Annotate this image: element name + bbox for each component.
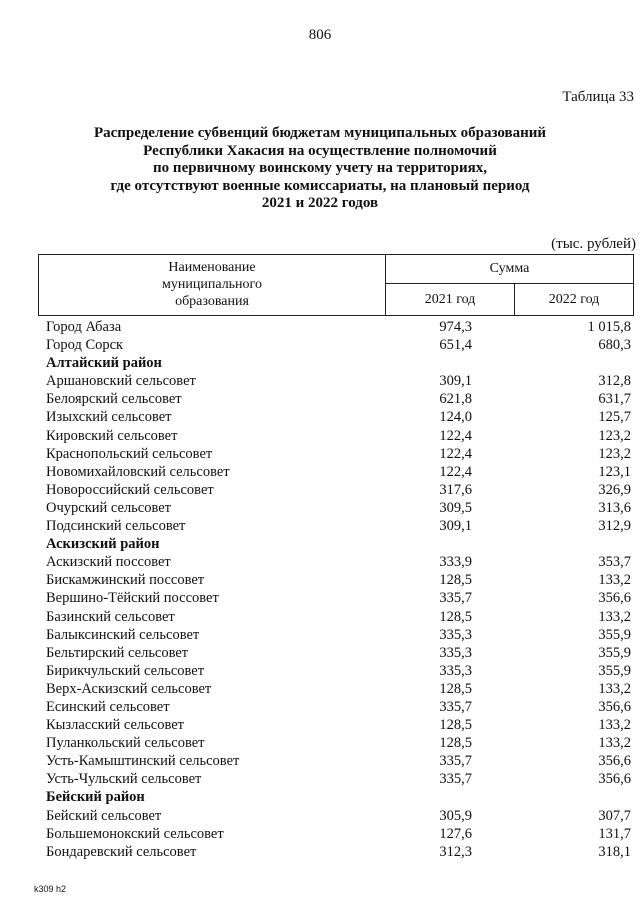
value-2021: 122,4	[439, 427, 472, 444]
table-row	[44, 481, 634, 499]
municipality-name: Вершино-Тёйский поссовет	[46, 590, 219, 607]
value-2021: 124,0	[439, 409, 472, 426]
municipality-name: Краснопольский сельсовет	[46, 445, 213, 462]
municipality-name: Кировский сельсовет	[46, 427, 178, 444]
value-2022: 123,1	[598, 463, 631, 480]
table-row	[44, 372, 634, 390]
table-row	[44, 499, 634, 517]
municipality-name: Верх-Аскизский сельсовет	[46, 680, 212, 697]
title-line: где отсутствуют военные комиссариаты, на плановый период	[110, 177, 530, 194]
table-row	[44, 752, 634, 770]
municipality-name: Усть-Камыштинский сельсовет	[46, 753, 240, 770]
value-2022: 123,2	[598, 427, 631, 444]
table-row	[44, 318, 634, 336]
table-row	[44, 608, 634, 626]
municipality-name: Бирикчульский сельсовет	[46, 662, 205, 679]
municipality-name: Бейский сельсовет	[46, 807, 162, 824]
table-row	[44, 698, 634, 716]
value-2021: 335,7	[439, 590, 472, 607]
district-heading-row	[44, 535, 634, 553]
municipality-name: Город Абаза	[46, 319, 122, 335]
value-2022: 133,2	[598, 680, 631, 697]
municipality-name: Бискамжинский поссовет	[46, 572, 205, 589]
value-2022: 326,9	[598, 481, 631, 498]
header-name-cell	[39, 255, 386, 315]
title-line: Распределение субвенций бюджетам муниципальных образований	[93, 125, 547, 141]
municipality-name: Аскизский поссовет	[46, 554, 171, 571]
value-2021: 122,4	[439, 445, 472, 462]
municipality-name: Бельтирский сельсовет	[46, 644, 189, 661]
table-row	[44, 445, 634, 463]
district-name: Аскизский район	[46, 536, 160, 553]
table-row	[44, 589, 634, 607]
table-row	[44, 843, 634, 861]
value-2022: 133,2	[598, 572, 631, 589]
value-2022: 133,2	[598, 717, 631, 734]
value-2022: 133,2	[598, 735, 631, 752]
value-2022: 307,7	[598, 807, 631, 824]
value-2021: 122,4	[439, 463, 472, 480]
value-2021: 651,4	[439, 337, 472, 354]
table-row	[44, 336, 634, 354]
units-label: (тыс. рублей)	[551, 236, 636, 252]
value-2021: 333,9	[439, 554, 472, 571]
value-2022: 631,7	[598, 391, 631, 408]
table-body	[44, 318, 634, 861]
municipality-name: Базинский сельсовет	[46, 608, 175, 625]
value-2022: 313,6	[598, 499, 631, 516]
municipality-name: Изыхский сельсовет	[46, 409, 172, 426]
value-2021: 309,5	[439, 499, 472, 516]
footer-code: k309 h2	[34, 884, 67, 894]
value-2022: 133,2	[598, 608, 631, 625]
municipality-name: Новороссийский сельсовет	[46, 481, 214, 498]
value-2022: 123,2	[598, 445, 631, 462]
table-row	[44, 825, 634, 843]
value-2021: 335,7	[439, 698, 472, 715]
value-2021: 335,7	[439, 771, 472, 788]
value-2022: 318,1	[598, 843, 631, 860]
header-name-line: Наименование	[168, 260, 256, 275]
value-2022: 312,8	[598, 373, 631, 390]
value-2022: 680,3	[598, 337, 631, 354]
value-2021: 335,3	[439, 626, 472, 643]
value-2021: 309,1	[439, 518, 472, 535]
value-2022: 355,9	[598, 662, 631, 679]
value-2021: 128,5	[439, 680, 472, 697]
value-2022: 355,9	[598, 626, 631, 643]
municipality-name: Есинский сельсовет	[46, 698, 170, 715]
value-2022: 356,6	[598, 590, 631, 607]
municipality-name: Кызласский сельсовет	[46, 717, 184, 734]
title-line: Республики Хакасия на осуществление полномочий	[143, 142, 497, 159]
table-row	[44, 408, 634, 426]
table-row	[44, 680, 634, 698]
district-name: Бейский район	[46, 789, 145, 806]
table-row	[44, 716, 634, 734]
municipality-name: Аршановский сельсовет	[46, 373, 196, 390]
header-year-2021: 2021 год	[386, 284, 515, 315]
value-2021: 305,9	[439, 807, 472, 824]
table-row	[44, 626, 634, 644]
header-year-2022: 2022 год	[548, 292, 600, 307]
municipality-name: Очурский сельсовет	[46, 499, 172, 516]
table-row	[44, 427, 634, 445]
value-2022: 355,9	[598, 644, 631, 661]
value-2022: 356,6	[598, 771, 631, 788]
value-2021: 974,3	[439, 319, 472, 335]
value-2022: 131,7	[598, 825, 631, 842]
value-2021: 335,7	[439, 753, 472, 770]
municipality-name: Бондаревский сельсовет	[46, 843, 197, 860]
table-row	[44, 571, 634, 589]
value-2021: 335,3	[439, 644, 472, 661]
table-row	[44, 644, 634, 662]
page-number: 806	[308, 27, 332, 43]
table-row	[44, 734, 634, 752]
document-title	[40, 125, 600, 213]
municipality-name: Пуланкольский сельсовет	[46, 735, 205, 752]
value-2022: 312,9	[598, 518, 631, 535]
municipality-name: Большемонокский сельсовет	[46, 825, 224, 842]
value-2022: 353,7	[598, 554, 631, 571]
table-label: Таблица 33	[562, 89, 634, 105]
table-row	[44, 517, 634, 535]
district-heading-row	[44, 788, 634, 806]
table-row	[44, 463, 634, 481]
value-2021: 127,6	[439, 825, 472, 842]
value-2021: 312,3	[439, 843, 472, 860]
value-2021: 309,1	[439, 373, 472, 390]
value-2021: 128,5	[439, 608, 472, 625]
table-row	[44, 770, 634, 788]
municipality-name: Балыксинский сельсовет	[46, 626, 200, 643]
value-2021: 335,3	[439, 662, 472, 679]
table-row	[44, 553, 634, 571]
value-2021: 128,5	[439, 735, 472, 752]
district-heading-row	[44, 354, 634, 372]
value-2021: 128,5	[439, 572, 472, 589]
municipality-name: Город Сорск	[46, 337, 124, 354]
value-2022: 356,6	[598, 698, 631, 715]
municipality-name: Подсинский сельсовет	[46, 518, 186, 535]
header-name-line: муниципального	[162, 277, 262, 292]
title-line: 2021 и 2022 годов	[261, 195, 379, 211]
value-2022: 356,6	[598, 753, 631, 770]
header-sum-cell: Сумма	[386, 255, 633, 284]
title-line: по первичному воинскому учету на территориях,	[153, 160, 487, 176]
municipality-name: Белоярский сельсовет	[46, 391, 182, 408]
municipality-name: Новомихайловский сельсовет	[46, 463, 230, 480]
table-row	[44, 662, 634, 680]
municipality-name: Усть-Чульский сельсовет	[46, 771, 202, 788]
table-row	[44, 390, 634, 408]
value-2022: 125,7	[598, 409, 631, 426]
value-2021: 621,8	[439, 391, 472, 408]
value-2021: 128,5	[439, 717, 472, 734]
value-2022: 1 015,8	[587, 319, 631, 335]
header-name-line: образования	[175, 294, 249, 309]
table-header	[38, 254, 634, 316]
table-row	[44, 807, 634, 825]
value-2021: 317,6	[439, 481, 472, 498]
district-name: Алтайский район	[46, 355, 162, 372]
